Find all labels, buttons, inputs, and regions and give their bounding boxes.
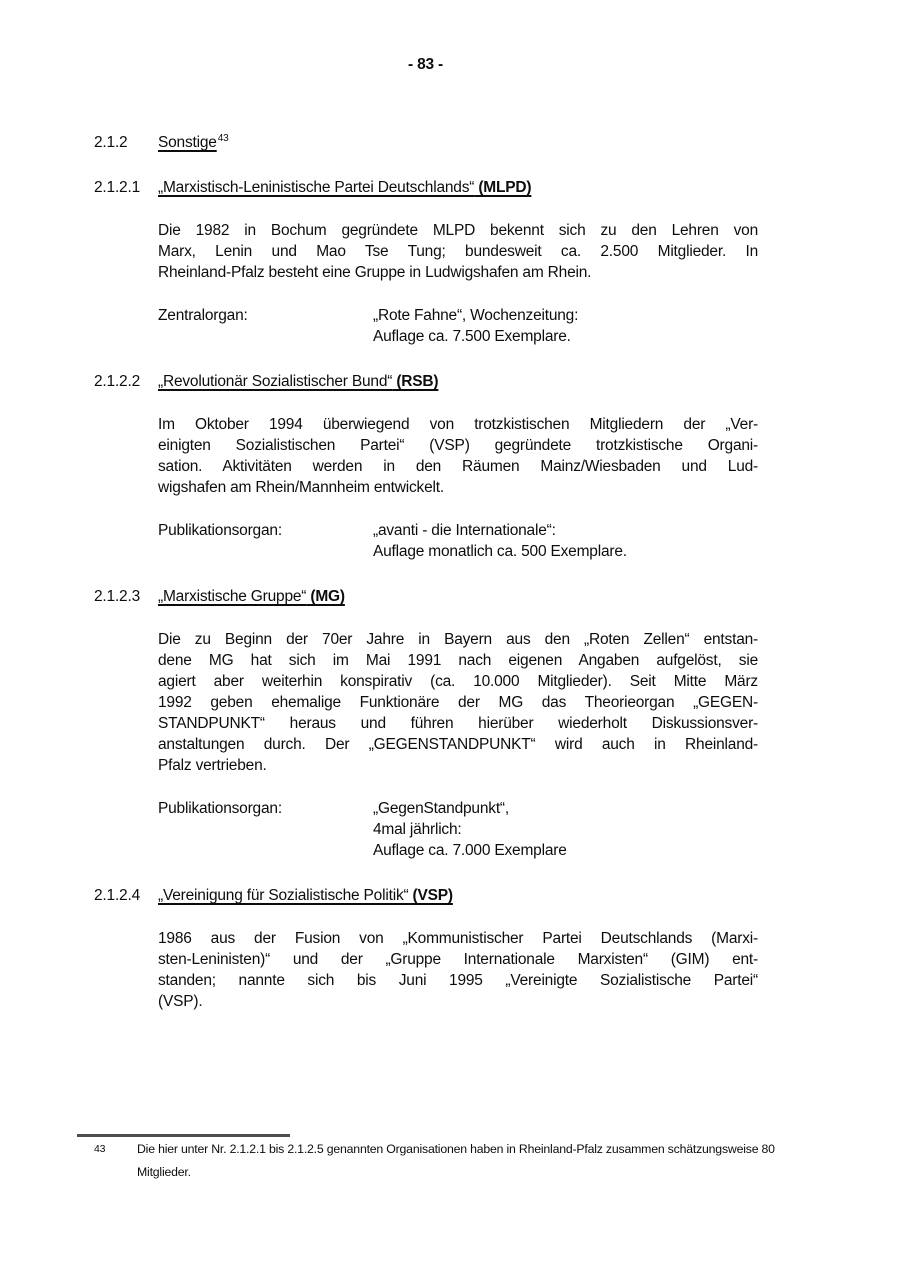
paragraph-line: dene MG hat sich im Mai 1991 nach eigenen Angaben aufgelöst, sie	[158, 652, 758, 669]
organ-value-line: „Rote Fahne“, Wochenzeitung:	[373, 307, 579, 324]
section-heading-mg	[94, 586, 900, 607]
organ-row-mg	[158, 798, 758, 861]
paragraph-rsb	[158, 414, 758, 498]
organ-value-line: 4mal jährlich:	[373, 821, 462, 838]
section-title-abbreviation: (RSB)	[392, 373, 439, 390]
paragraph-line: standen; nannte sich bis Juni 1995 „Vereinigte Sozialistische Partei“	[158, 972, 758, 989]
paragraph-vsp	[158, 928, 758, 1012]
section-number: 2.1.2.2	[94, 373, 141, 390]
organ-label: Publikationsorgan:	[158, 522, 282, 539]
section-title-text: „Vereinigung für Sozialistische Politik“	[158, 887, 409, 904]
footnote-text	[137, 1141, 775, 1180]
paragraph-line: 1986 aus der Fusion von „Kommunistischer Partei Deutschlands (Marxi-	[158, 930, 758, 947]
section-heading-rsb	[94, 371, 900, 392]
section-heading-sonstige	[94, 132, 900, 155]
paragraph-line: sten-Leninisten)“ und der „Gruppe Internationale Marxisten“ (GIM) ent-	[158, 951, 758, 968]
paragraph-line: anstaltungen durch. Der „GEGENSTANDPUNKT“ wird auch in Rheinland-	[158, 736, 758, 753]
page-content	[0, 132, 900, 1012]
section-title	[158, 177, 531, 198]
paragraph-line: Pfalz vertrieben.	[158, 757, 267, 774]
paragraph-line: STANDPUNKT“ heraus und führen hierüber wiederholt Diskussionsver-	[158, 715, 758, 732]
page-number: - 83 -	[408, 56, 443, 73]
footnote-marker: 43	[94, 1143, 106, 1155]
paragraph-line: Im Oktober 1994 überwiegend von trotzkistischen Mitgliedern der „Ver-	[158, 416, 758, 433]
footnote-separator-rule	[77, 1134, 290, 1137]
organ-values	[373, 520, 758, 562]
paragraph-line: sation. Aktivitäten werden in den Räumen Mainz/Wiesbaden und Lud-	[158, 458, 758, 475]
section-title-text: „Marxistische Gruppe“	[158, 588, 307, 605]
footnote-reference: 43	[217, 133, 229, 144]
paragraph-line: einigten Sozialistischen Partei“ (VSP) gegründete trotzkistische Organi-	[158, 437, 758, 454]
paragraph-line: Marx, Lenin und Mao Tse Tung; bundesweit ca. 2.500 Mitglieder. In	[158, 243, 758, 260]
section-number: 2.1.2.1	[94, 179, 141, 196]
section-title: Sonstige	[158, 134, 217, 151]
organ-values	[373, 305, 758, 347]
footnote-line: Die hier unter Nr. 2.1.2.1 bis 2.1.2.5 genannten Organisationen haben in Rheinland-Pfalz zusammen schätzungsweise 80	[137, 1142, 775, 1156]
organ-value-line: „avanti - die Internationale“:	[373, 522, 556, 539]
paragraph-line: (VSP).	[158, 993, 203, 1010]
section-heading-vsp	[94, 885, 900, 906]
section-title-abbreviation: (VSP)	[408, 887, 453, 904]
footnote-line: Mitglieder.	[137, 1165, 191, 1179]
section-title-text: „Marxistisch-Leninistische Partei Deutschlands“	[158, 179, 475, 196]
organ-value-line: Auflage ca. 7.500 Exemplare.	[373, 328, 571, 345]
section-heading-text	[158, 132, 228, 155]
section-number: 2.1.2	[94, 134, 128, 151]
section-title-text: „Revolutionär Sozialistischer Bund“	[158, 373, 393, 390]
section-heading-mlpd	[94, 177, 900, 198]
organ-value-line: Auflage monatlich ca. 500 Exemplare.	[373, 543, 627, 560]
organ-label: Zentralorgan:	[158, 307, 248, 324]
section-title	[158, 885, 453, 906]
paragraph-line: 1992 geben ehemalige Funktionäre der MG das Theorieorgan „GEGEN-	[158, 694, 758, 711]
organ-row-mlpd	[158, 305, 758, 347]
section-title	[158, 586, 345, 607]
section-title	[158, 371, 438, 392]
section-title-abbreviation: (MG)	[306, 588, 345, 605]
organ-value-line: Auflage ca. 7.000 Exemplare	[373, 842, 567, 859]
organ-row-rsb	[158, 520, 758, 562]
paragraph-line: Die 1982 in Bochum gegründete MLPD bekennt sich zu den Lehren von	[158, 222, 758, 239]
paragraph-line: wigshafen am Rhein/Mannheim entwickelt.	[158, 479, 444, 496]
paragraph-line: Rheinland-Pfalz besteht eine Gruppe in Ludwigshafen am Rhein.	[158, 264, 592, 281]
organ-value-line: „GegenStandpunkt“,	[373, 800, 509, 817]
section-title-abbreviation: (MLPD)	[474, 179, 532, 196]
organ-values	[373, 798, 758, 861]
paragraph-line: agiert aber weiterhin konspirativ (ca. 10.000 Mitglieder). Seit Mitte März	[158, 673, 758, 690]
section-number: 2.1.2.4	[94, 887, 141, 904]
organ-label: Publikationsorgan:	[158, 800, 282, 817]
paragraph-mlpd	[158, 220, 758, 283]
paragraph-mg	[158, 629, 758, 776]
paragraph-line: Die zu Beginn der 70er Jahre in Bayern aus den „Roten Zellen“ entstan-	[158, 631, 758, 648]
section-number: 2.1.2.3	[94, 588, 141, 605]
